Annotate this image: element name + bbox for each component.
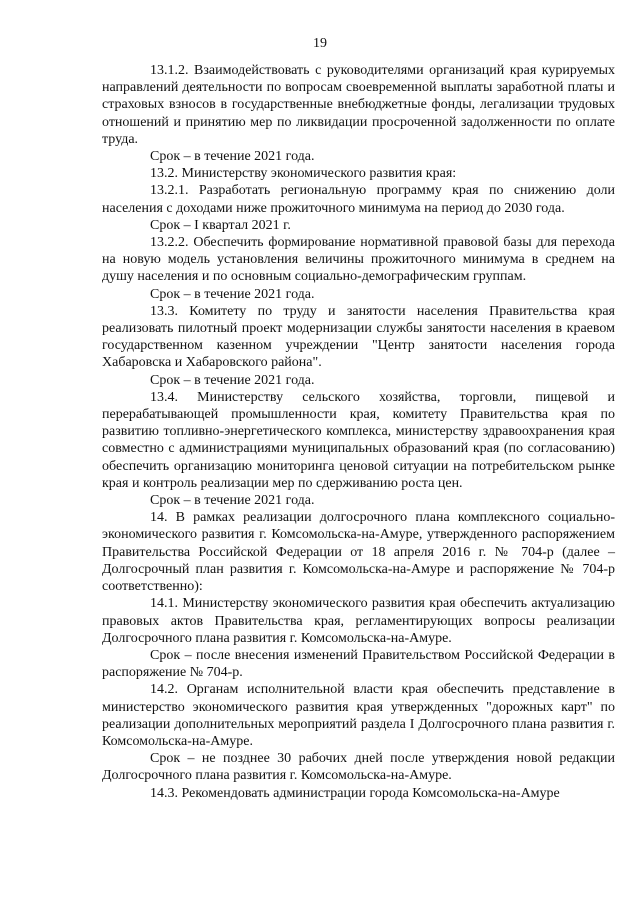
- item-paragraph: 14.2. Органам исполнительной власти края обеспечить представление в министерство экономического развития края утвержденных "дорожных карт" по реализации дополнительных мероприятий раздела I Долгосрочного плана развития г. Комсомольска-на-Амуре.: [102, 682, 615, 749]
- document-body: [102, 62, 615, 802]
- deadline-paragraph: Срок – в течение 2021 года.: [150, 286, 315, 302]
- page-number: 19: [313, 36, 327, 51]
- item-paragraph: 13.4. Министерству сельского хозяйства, торговли, пищевой и перерабатывающей промышленности края, комитету Правительства края по развитию топливно-энергетического комплекса, министерству здравоохранения края совместно с администрациями муниципальных образований края (по согласованию) обеспечить организацию мониторинга ценовой ситуации на потребительском рынке края и контроль реализации мер по сдерживанию роста цен.: [102, 389, 615, 491]
- deadline-paragraph: Срок – после внесения изменений Правительством Российской Федерации в распоряжение № 704-р.: [102, 647, 615, 681]
- item-paragraph: 13.3. Комитету по труду и занятости населения Правительства края реализовать пилотный проект модернизации службы занятости населения в краевом государственном казенном учреждении "Центр занятости населения города Хабаровска и Хабаровского района".: [102, 303, 615, 371]
- deadline-paragraph: Срок – в течение 2021 года.: [150, 493, 315, 509]
- item-paragraph: 13.2.2. Обеспечить формирование нормативной правовой базы для перехода на новую модель установления величины прожиточного минимума в среднем на душу населения и по основным социально-демографическим группам.: [102, 235, 615, 285]
- item-paragraph: 14.3. Рекомендовать администрации города Комсомольска-на-Амуре: [150, 785, 560, 801]
- item-paragraph: 14.1. Министерству экономического развития края обеспечить актуализацию правовых актов Правительства края, регламентирующих вопросы реализации Долгосрочного плана развития г. Комсомольска-на-Амуре.: [102, 596, 615, 646]
- deadline-paragraph: Срок – в течение 2021 года.: [150, 372, 315, 388]
- item-paragraph: 13.2.1. Разработать региональную программу края по снижению доли населения с доходами ниже прожиточного минимума на период до 2030 года.: [102, 183, 615, 216]
- deadline-paragraph: Срок – в течение 2021 года.: [150, 149, 315, 165]
- item-paragraph: 13.2. Министерству экономического развития края:: [150, 166, 457, 182]
- deadline-paragraph: Срок – I квартал 2021 г.: [150, 217, 291, 233]
- item-paragraph: 14. В рамках реализации долгосрочного плана комплексного социально-экономического развития г. Комсомольска-на-Амуре, утвержденного распоряжением Правительства Российской Федерации от 18 апреля 2016 г. № 704-р (далее – Долгосрочный план развития г. Комсомольска-на-Амуре и распоряжение № 704-р соответственно):: [102, 510, 615, 595]
- deadline-paragraph: Срок – не позднее 30 рабочих дней после утверждения новой редакции Долгосрочного плана развития г. Комсомольска-на-Амуре.: [102, 751, 615, 784]
- item-paragraph: 13.1.2. Взаимодействовать с руководителями организаций края курируемых направлений деятельности по вопросам своевременной выплаты заработной платы и страховых взносов в государственные внебюджетные фонды, легализации трудовых отношений и принятию мер по ликвидации просроченной задолженности по оплате труда.: [102, 63, 615, 147]
